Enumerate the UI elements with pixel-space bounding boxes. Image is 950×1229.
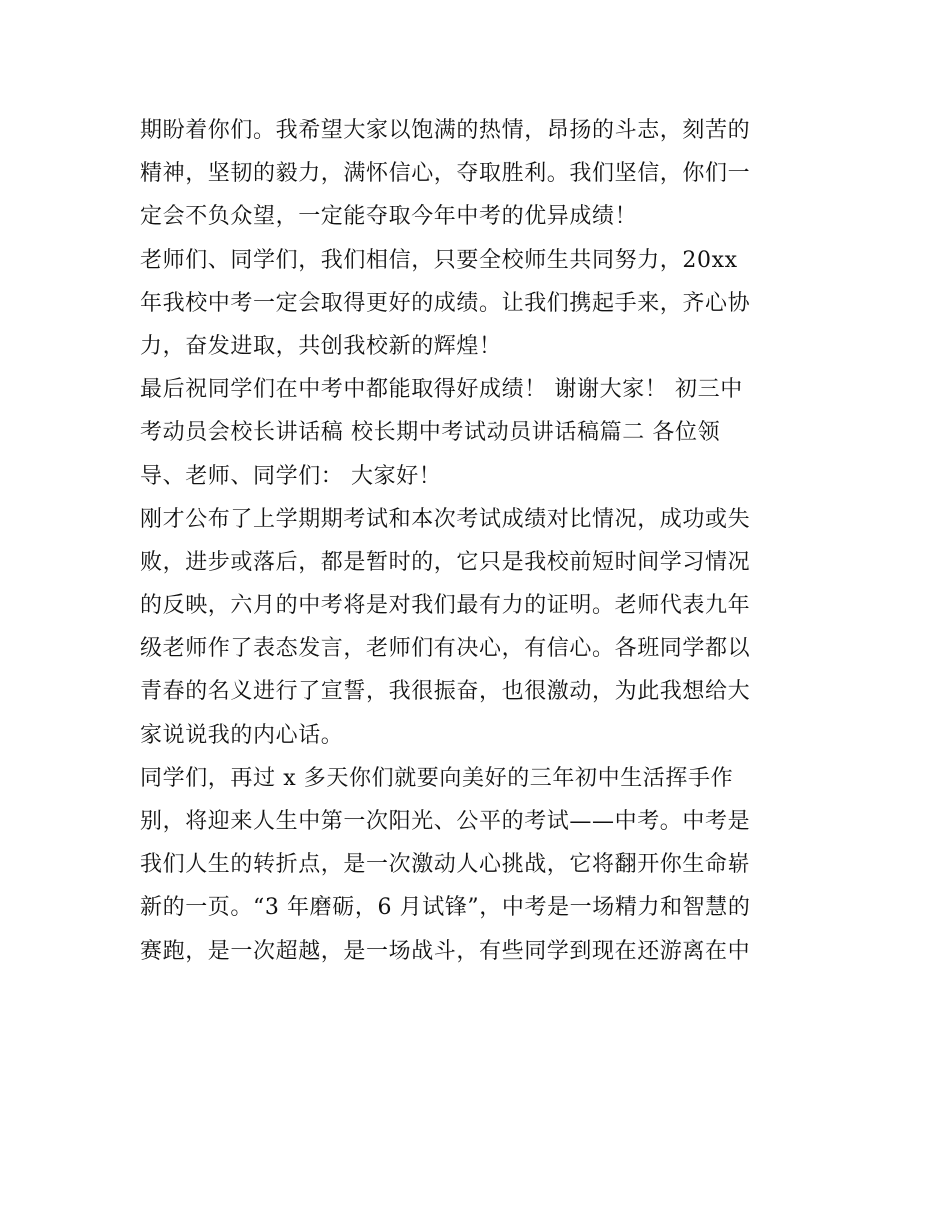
text-line: 青春的名义进行了宣誓，我很振奋，也很激动，为此我想给大 xyxy=(140,679,751,705)
text-line: 定会不负众望，一定能夺取今年中考的优异成绩！ xyxy=(140,204,638,230)
text-line: 家说说我的内心话。 xyxy=(140,722,344,748)
text-line: 别，将迎来人生中第一次阳光、公平的考试——中考。中考是 xyxy=(140,809,751,834)
text-line: 的反映，六月的中考将是对我们最有力的证明。老师代表九年 xyxy=(140,593,751,619)
text-line: 同学们，再过 x 多天你们就要向美好的三年初中生活挥手作 xyxy=(140,765,734,791)
text-line: 我们人生的转折点，是一次激动人心挑战，它将翻开你生命崭 xyxy=(140,852,751,878)
text-line: 精神，坚韧的毅力，满怀信心，夺取胜利。我们坚信，你们一 xyxy=(140,161,751,187)
text-line: 期盼着你们。我希望大家以饱满的热情，昂扬的斗志，刻苦的 xyxy=(140,118,751,143)
text-line: 新的一页。“3 年磨砺，6 月试锋”，中考是一场精力和智慧的 xyxy=(140,895,751,921)
text-line: 导、老师、同学们： 大家好！ xyxy=(140,463,442,489)
text-line: 赛跑，是一次超越，是一场战斗，有些同学到现在还游离在中 xyxy=(140,938,751,964)
text-line: 刚才公布了上学期期考试和本次考试成绩对比情况，成功或失 xyxy=(140,506,751,532)
text-line: 年我校中考一定会取得更好的成绩。让我们携起手来，齐心协 xyxy=(140,290,751,316)
text-line: 老师们、同学们，我们相信，只要全校师生共同努力，20xx xyxy=(140,247,738,273)
text-line: 考动员会校长讲话稿 校长期中考试动员讲话稿篇二 各位领 xyxy=(140,420,721,446)
text-line: 败，进步或落后，都是暂时的，它只是我校前短时间学习情况 xyxy=(140,549,751,575)
text-line: 力，奋发进取，共创我校新的辉煌！ xyxy=(140,333,502,359)
body-text xyxy=(140,109,820,973)
text-line: 最后祝同学们在中考中都能取得好成绩！ 谢谢大家！ 初三中 xyxy=(140,377,743,403)
text-line: 级老师作了表态发言，老师们有决心，有信心。各班同学都以 xyxy=(140,636,751,662)
